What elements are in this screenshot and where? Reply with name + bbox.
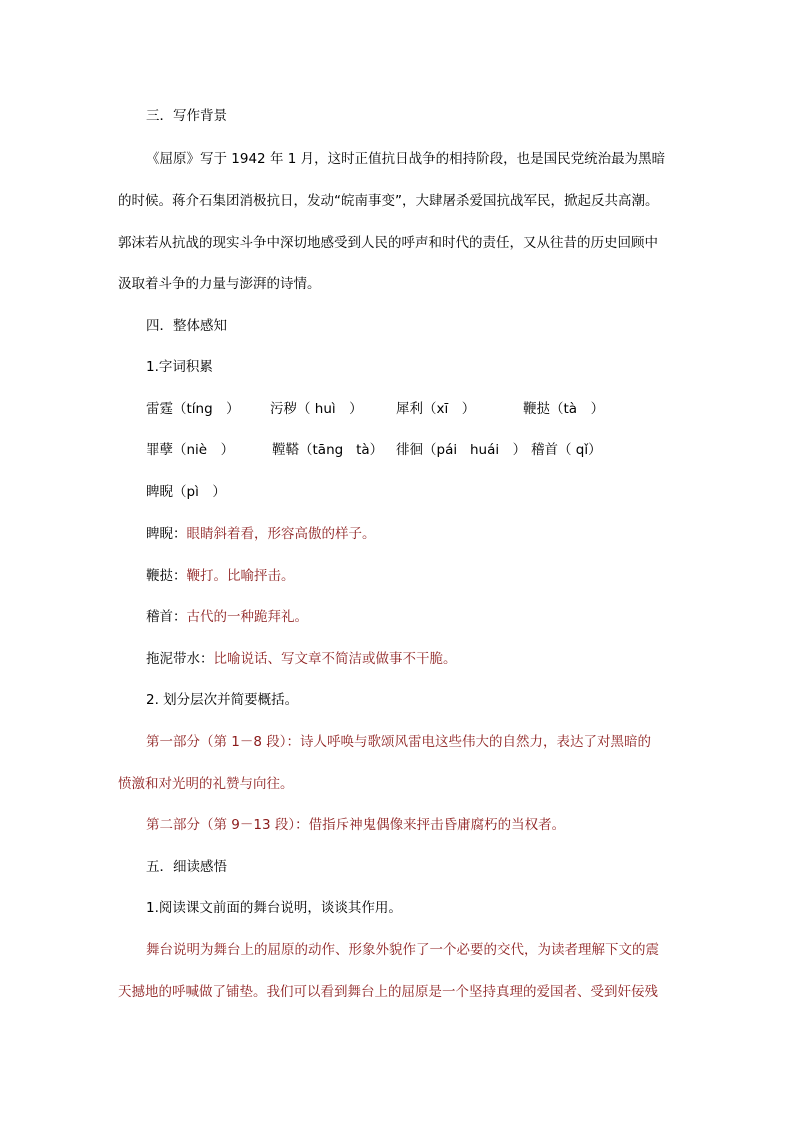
definition-meaning: 鞭打。比喻抨击。 (186, 568, 295, 584)
vocab-item: 犀利（xī ） (396, 401, 476, 417)
vocab-pinyin: tāng tà (312, 442, 370, 458)
section-5-heading: 五．细读感悟 (146, 859, 227, 875)
subheading-structure: 2. 划分层次并简要概括。 (146, 692, 299, 708)
vocab-word: 鞺鞳 (272, 442, 299, 458)
question-1: 1.阅读课文前面的舞台说明，谈谈其作用。 (146, 900, 402, 916)
vocab-pinyin: huì (314, 401, 336, 417)
vocab-item: 污秽（ huì ） (270, 401, 363, 417)
vocab-word: 犀利 (396, 401, 423, 417)
definition-line (146, 650, 457, 668)
paragraph-line: 郭沫若从抗战的现实斗争中深切地感受到人民的呼声和时代的责任，又从往昔的历史回顾中 (118, 235, 658, 251)
section-4-heading: 四．整体感知 (146, 318, 227, 334)
vocab-word: 罪孽 (146, 442, 173, 458)
section-3-heading: 三．写作背景 (146, 108, 227, 124)
vocab-word: 鞭挞 (523, 401, 550, 417)
definition-line (146, 567, 295, 585)
definition-term: 鞭挞： (146, 568, 187, 584)
definition-meaning: 古代的一种跪拜礼。 (186, 609, 308, 625)
vocab-pinyin: tà (563, 401, 578, 417)
vocab-word: 徘徊 (396, 442, 423, 458)
vocab-item: 鞺鞳（tāng tà） (272, 442, 384, 458)
definition-line (146, 525, 376, 543)
definition-term: 稽首： (146, 609, 187, 625)
vocab-item: 稽首（ qǐ） (531, 442, 602, 458)
vocab-item: 罪孽（niè ） (146, 442, 235, 458)
vocab-item: 雷霆（tíng ） (146, 401, 240, 417)
structure-part-1: 第一部分（第 1－8 段）：诗人呼唤与歌颂风雷电这些伟大的自然力，表达了对黑暗的 (146, 734, 652, 750)
definition-meaning: 眼睛斜着看，形容高傲的样子。 (186, 526, 376, 542)
definition-meaning: 比喻说话、写文章不简洁或做事不干脆。 (213, 651, 457, 667)
vocab-pinyin: pái huái (436, 442, 500, 458)
vocab-item: 鞭挞（tà ） (523, 401, 605, 417)
answer-line: 舞台说明为舞台上的屈原的动作、形象外貌作了一个必要的交代，为读者理解下文的震 (146, 942, 659, 958)
definition-term: 睥睨： (146, 526, 187, 542)
vocab-pinyin: qǐ (575, 442, 589, 458)
definition-term: 拖泥带水： (146, 651, 214, 667)
vocab-word: 雷霆 (146, 401, 173, 417)
paragraph-line: 汲取着斗争的力量与澎湃的诗情。 (118, 276, 321, 292)
structure-part-1-cont: 愤激和对光明的礼赞与向往。 (118, 776, 294, 792)
vocab-word: 睥睨 (146, 484, 173, 500)
definition-line (146, 608, 308, 626)
vocab-pinyin: tíng (186, 401, 213, 417)
vocab-item: 徘徊（pái huái ） (396, 442, 527, 458)
paragraph-line: 的时候。蒋介石集团消极抗日，发动“皖南事变”，大肆屠杀爱国抗战军民，掀起反共高潮。 (118, 193, 659, 209)
vocab-pinyin: pì (186, 484, 199, 500)
vocab-item: 睥睨（pì ） (146, 484, 226, 500)
subheading-vocab: 1.字词积累 (146, 359, 213, 375)
vocab-pinyin: xī (436, 401, 449, 417)
vocab-pinyin: niè (186, 442, 208, 458)
vocab-word: 稽首 (531, 442, 558, 458)
structure-part-2: 第二部分（第 9－13 段）：借指斥神鬼偶像来抨击昏庸腐朽的当权者。 (146, 817, 566, 833)
vocab-word: 污秽 (270, 401, 297, 417)
paragraph-line: 《屈原》写于 1942 年 1 月，这时正值抗日战争的相持阶段，也是国民党统治最为黑暗 (146, 151, 666, 167)
answer-line: 天撼地的呼喊做了铺垫。我们可以看到舞台上的屈原是一个坚持真理的爱国者、受到奸佞残 (118, 984, 658, 1000)
